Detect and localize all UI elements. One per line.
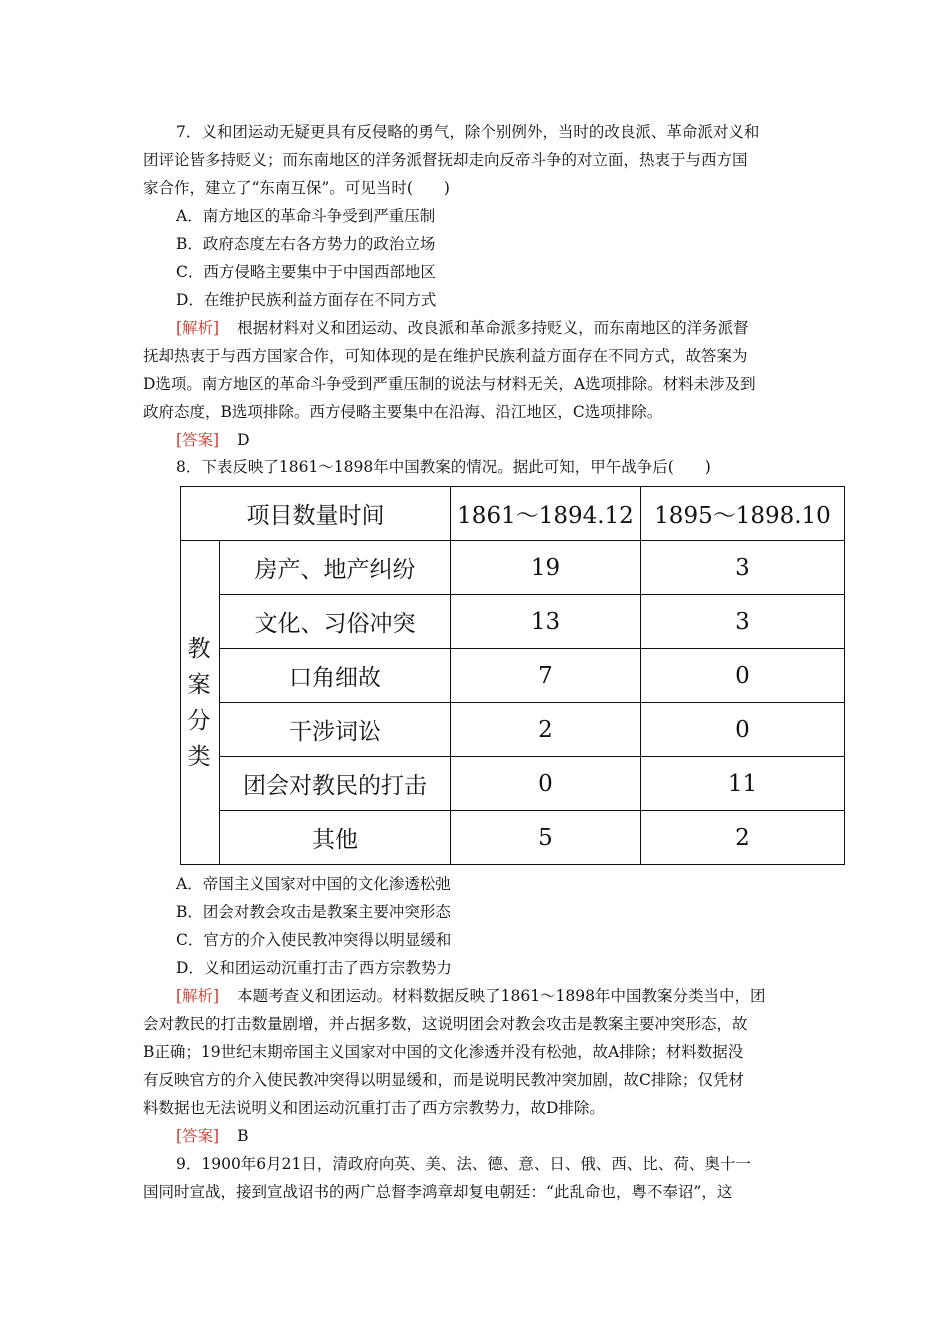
q7-option-a: A．南方地区的革命斗争受到严重压制 bbox=[176, 207, 436, 225]
q8-analysis-text-1: 本题考查义和团运动。材料数据反映了1861～1898年中国教案分类当中，团 bbox=[237, 987, 766, 1005]
row-value-1: 13 bbox=[451, 595, 641, 649]
q7-stem-line-3: 家合作，建立了“东南互保”。可见当时( ) bbox=[143, 179, 450, 197]
table-row bbox=[181, 541, 845, 595]
row-label: 房产、地产纠纷 bbox=[220, 541, 451, 595]
row-value-2: 11 bbox=[641, 757, 845, 811]
row-value-1: 0 bbox=[451, 757, 641, 811]
q7-option-c: C．西方侵略主要集中于中国西部地区 bbox=[176, 263, 436, 281]
q8-option-a: A．帝国主义国家对中国的文化渗透松弛 bbox=[176, 875, 451, 893]
header-item: 项目数量时间 bbox=[181, 487, 451, 541]
table-row bbox=[181, 649, 845, 703]
header-period-1: 1861～1894.12 bbox=[451, 487, 641, 541]
q7-analysis-text-1: 根据材料对义和团运动、改良派和革命派多持贬义，而东南地区的洋务派督 bbox=[237, 319, 749, 337]
q9-stem-line-2: 国同时宣战，接到宣战诏书的两广总督李鸿章却复电朝廷：“此乱命也，粤不奉诏”，这 bbox=[143, 1183, 733, 1201]
q7-analysis-line-1 bbox=[176, 317, 749, 339]
q8-option-b: B．团会对教会攻击是教案主要冲突形态 bbox=[176, 903, 451, 921]
q8-analysis-line-3: B正确；19世纪末期帝国主义国家对中国的文化渗透并没有松弛，故A排除；材料数据没 bbox=[143, 1043, 744, 1061]
q7-option-d: D．在维护民族利益方面存在不同方式 bbox=[176, 291, 437, 309]
row-label: 文化、习俗冲突 bbox=[220, 595, 451, 649]
row-label: 口角细故 bbox=[220, 649, 451, 703]
row-value-1: 5 bbox=[451, 811, 641, 865]
row-value-1: 19 bbox=[451, 541, 641, 595]
table-header-row bbox=[181, 487, 845, 541]
row-value-2: 0 bbox=[641, 649, 845, 703]
q8-answer: B bbox=[237, 1127, 249, 1145]
q7-answer: D bbox=[237, 431, 250, 449]
q8-analysis-line-4: 有反映官方的介入使民教冲突得以明显缓和，而是说明民教冲突加剧，故C排除；仅凭材 bbox=[143, 1071, 744, 1089]
q8-answer-line bbox=[176, 1125, 249, 1147]
q8-option-c: C．官方的介入使民教冲突得以明显缓和 bbox=[176, 931, 452, 949]
table-row bbox=[181, 811, 845, 865]
q7-analysis-line-2: 抚却热衷于与西方国家合作，可知体现的是在维护民族利益方面存在不同方式，故答案为 bbox=[143, 347, 748, 365]
row-value-2: 0 bbox=[641, 703, 845, 757]
row-value-2: 3 bbox=[641, 595, 845, 649]
row-label: 其他 bbox=[220, 811, 451, 865]
row-value-2: 3 bbox=[641, 541, 845, 595]
category-label: 教 案 分 类 bbox=[187, 635, 211, 770]
row-value-1: 7 bbox=[451, 649, 641, 703]
q8-analysis-line-2: 会对教民的打击数量剧增，并占据多数，这说明团会对教会攻击是教案主要冲突形态，故 bbox=[143, 1015, 748, 1033]
q8-data-table bbox=[180, 486, 845, 865]
row-label: 团会对教民的打击 bbox=[220, 757, 451, 811]
answer-tag: [答案] bbox=[176, 431, 220, 449]
row-value-2: 2 bbox=[641, 811, 845, 865]
q7-stem-line-1: 7．义和团运动无疑更具有反侵略的勇气，除个别例外，当时的改良派、革命派对义和 bbox=[176, 123, 760, 141]
row-label: 干涉词讼 bbox=[220, 703, 451, 757]
q8-analysis-line-1 bbox=[176, 985, 766, 1007]
q7-answer-line bbox=[176, 429, 250, 451]
category-cell bbox=[181, 541, 220, 865]
header-period-2: 1895～1898.10 bbox=[641, 487, 845, 541]
analysis-tag: [解析] bbox=[176, 987, 220, 1005]
table-row bbox=[181, 703, 845, 757]
row-value-1: 2 bbox=[451, 703, 641, 757]
q7-analysis-line-3: D选项。南方地区的革命斗争受到严重压制的说法与材料无关，A选项排除。材料未涉及到 bbox=[143, 375, 756, 393]
answer-tag: [答案] bbox=[176, 1127, 220, 1145]
q8-option-d: D．义和团运动沉重打击了西方宗教势力 bbox=[176, 959, 452, 977]
q7-stem-line-2: 团评论皆多持贬义；而东南地区的洋务派督抚却走向反帝斗争的对立面，热衷于与西方国 bbox=[143, 151, 748, 169]
table-row bbox=[181, 595, 845, 649]
q7-analysis-line-4: 政府态度，B选项排除。西方侵略主要集中在沿海、沿江地区，C选项排除。 bbox=[143, 403, 663, 421]
analysis-tag: [解析] bbox=[176, 319, 220, 337]
q8-stem: 8．下表反映了1861～1898年中国教案的情况。据此可知，甲午战争后( ) bbox=[176, 458, 711, 476]
table-row bbox=[181, 757, 845, 811]
q8-analysis-line-5: 料数据也无法说明义和团运动沉重打击了西方宗教势力，故D排除。 bbox=[143, 1099, 605, 1117]
q9-stem-line-1: 9．1900年6月21日，清政府向英、美、法、德、意、日、俄、西、比、荷、奥十一 bbox=[176, 1155, 751, 1173]
q7-option-b: B．政府态度左右各方势力的政治立场 bbox=[176, 235, 436, 253]
